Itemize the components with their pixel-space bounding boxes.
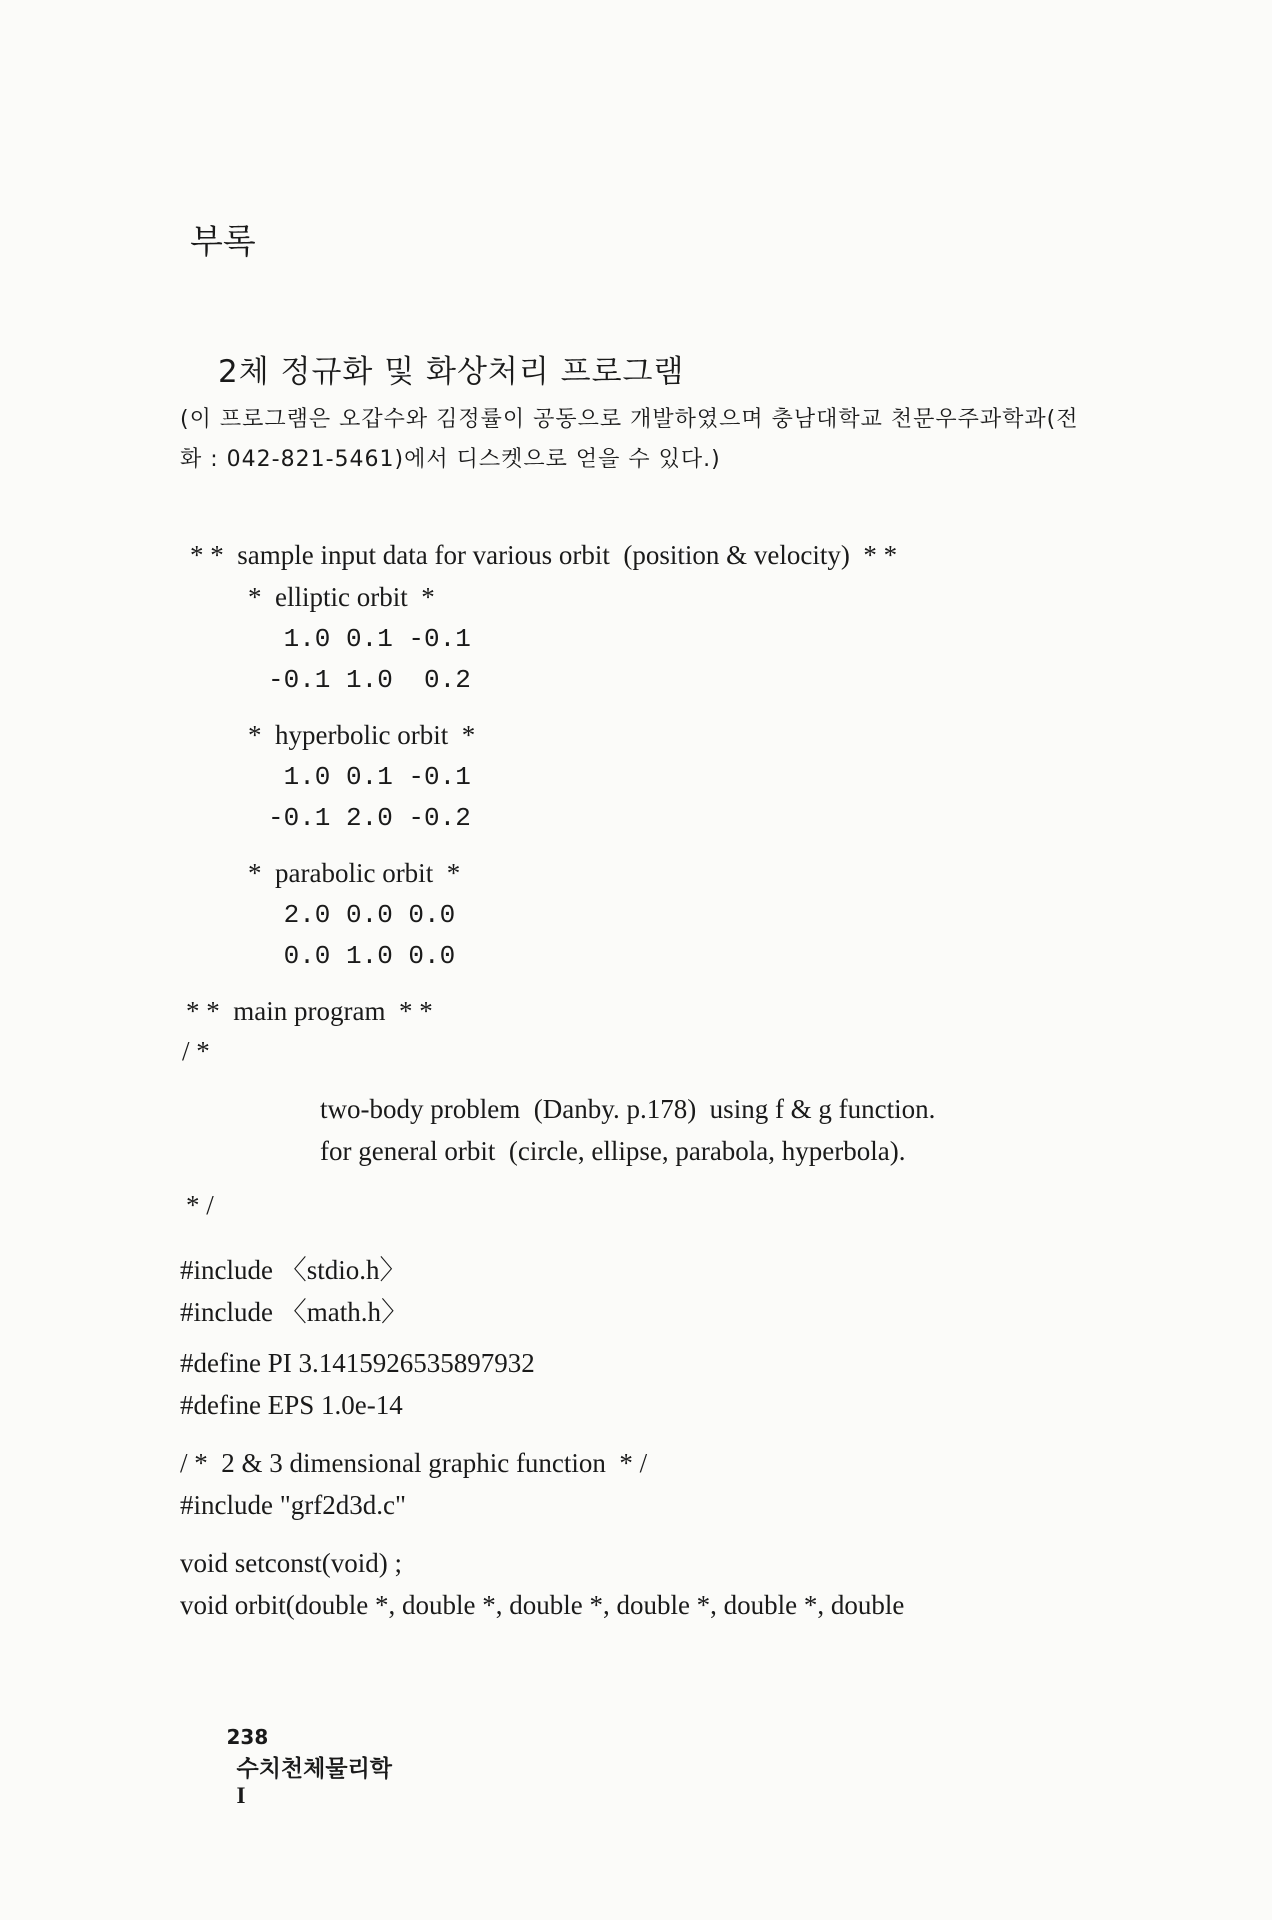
comment-line-1: two-body problem (Danby. p.178) using f & g function. (320, 1094, 936, 1124)
note-line-1: (이 프로그램은 오갑수와 김정률이 공동으로 개발하였으며 충남대학교 천문우주과학과(전 (180, 407, 1079, 432)
parabolic-label: * parabolic orbit * (248, 858, 461, 888)
define-pi: #define PI 3.1415926535897932 (180, 1348, 535, 1378)
program-title: 2체 정규화 및 화상처리 프로그램 (218, 354, 685, 390)
comment-close: * / (186, 1190, 214, 1220)
sample-heading: * * sample input data for various orbit (position & velocity) * * (190, 540, 898, 570)
note-line-2: 화 : 042-821-5461)에서 디스켓으로 얻을 수 있다.) (180, 447, 721, 472)
hyperbolic-label: * hyperbolic orbit * (248, 720, 476, 750)
graphic-comment: / * 2 & 3 dimensional graphic function * / (180, 1448, 648, 1478)
book-title: 수치천체물리학 (236, 1756, 393, 1782)
volume-number: I (236, 1783, 246, 1808)
elliptic-row-2: -0.1 1.0 0.2 (268, 665, 471, 695)
setconst-declaration: void setconst(void) ; (180, 1548, 402, 1578)
page-number: 238 (226, 1725, 269, 1749)
hyperbolic-row-1: 1.0 0.1 -0.1 (268, 762, 471, 792)
include-grf: #include "grf2d3d.c" (180, 1490, 406, 1520)
elliptic-row-1: 1.0 0.1 -0.1 (268, 624, 471, 654)
comment-open: / * (182, 1036, 210, 1066)
section-title: 부록 (190, 222, 256, 262)
parabolic-row-2: 0.0 1.0 0.0 (268, 941, 456, 971)
page-footer (215, 1698, 392, 1809)
define-eps: #define EPS 1.0e-14 (180, 1390, 403, 1420)
include-math: #include 〈math.h〉 (180, 1297, 408, 1327)
include-stdio: #include 〈stdio.h〉 (180, 1255, 407, 1285)
comment-line-2: for general orbit (circle, ellipse, parabola, hyperbola). (320, 1136, 906, 1166)
parabolic-row-1: 2.0 0.0 0.0 (268, 900, 456, 930)
main-program-heading: * * main program * * (186, 996, 433, 1026)
orbit-declaration: void orbit(double *, double *, double *, double *, double *, double (180, 1590, 905, 1620)
hyperbolic-row-2: -0.1 2.0 -0.2 (268, 803, 471, 833)
elliptic-label: * elliptic orbit * (248, 582, 435, 612)
